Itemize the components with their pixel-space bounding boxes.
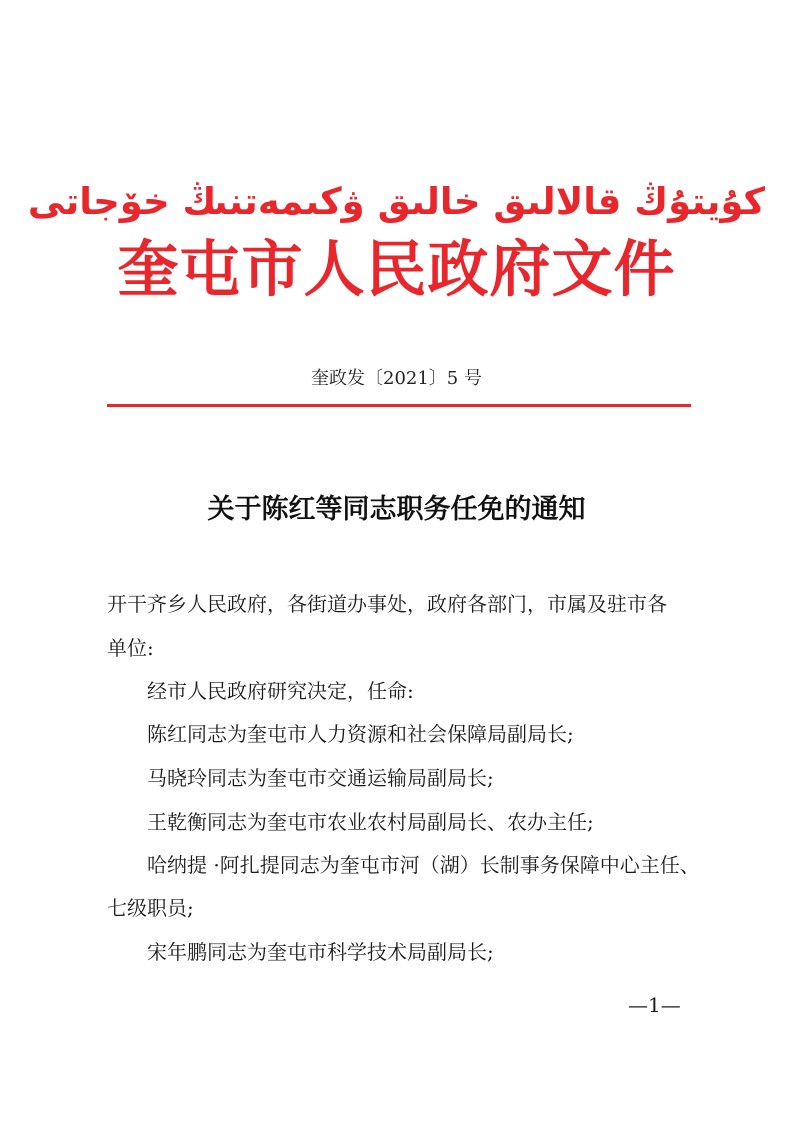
- appointment-4-line-1: 哈纳提 ·阿扎提同志为奎屯市河（湖）长制事务保障中心主任、: [147, 853, 700, 877]
- addressee-line-1: 开干齐乡人民政府，各街道办事处，政府各部门，市属及驻市各: [107, 592, 667, 616]
- appointment-5: 宋年鹏同志为奎屯市科学技术局副局长;: [147, 940, 494, 964]
- appointment-1: 陈红同志为奎屯市人力资源和社会保障局副局长;: [147, 722, 574, 746]
- notice-title: 关于陈红等同志职务任免的通知: [207, 494, 586, 525]
- document-number: 奎政发〔2021〕5 号: [311, 368, 482, 389]
- decision-paragraph: 经市人民政府研究决定，任命:: [147, 679, 414, 703]
- red-divider-rule: [107, 404, 691, 407]
- uyghur-title: كۇيتۇڭ قالالىق خالىق ۋكىمەتنىڭ خۆجاتى: [27, 180, 766, 223]
- document-header-title: 奎屯市人民政府文件: [117, 234, 676, 305]
- page-number: —1—: [628, 993, 681, 1017]
- addressee-line-2: 单位:: [107, 636, 154, 660]
- appointment-4-line-2: 七级职员;: [107, 896, 194, 920]
- appointment-3: 王乾衡同志为奎屯市农业农村局副局长、农办主任;: [147, 810, 594, 834]
- appointment-2: 马晓玲同志为奎屯市交通运输局副局长;: [147, 766, 494, 790]
